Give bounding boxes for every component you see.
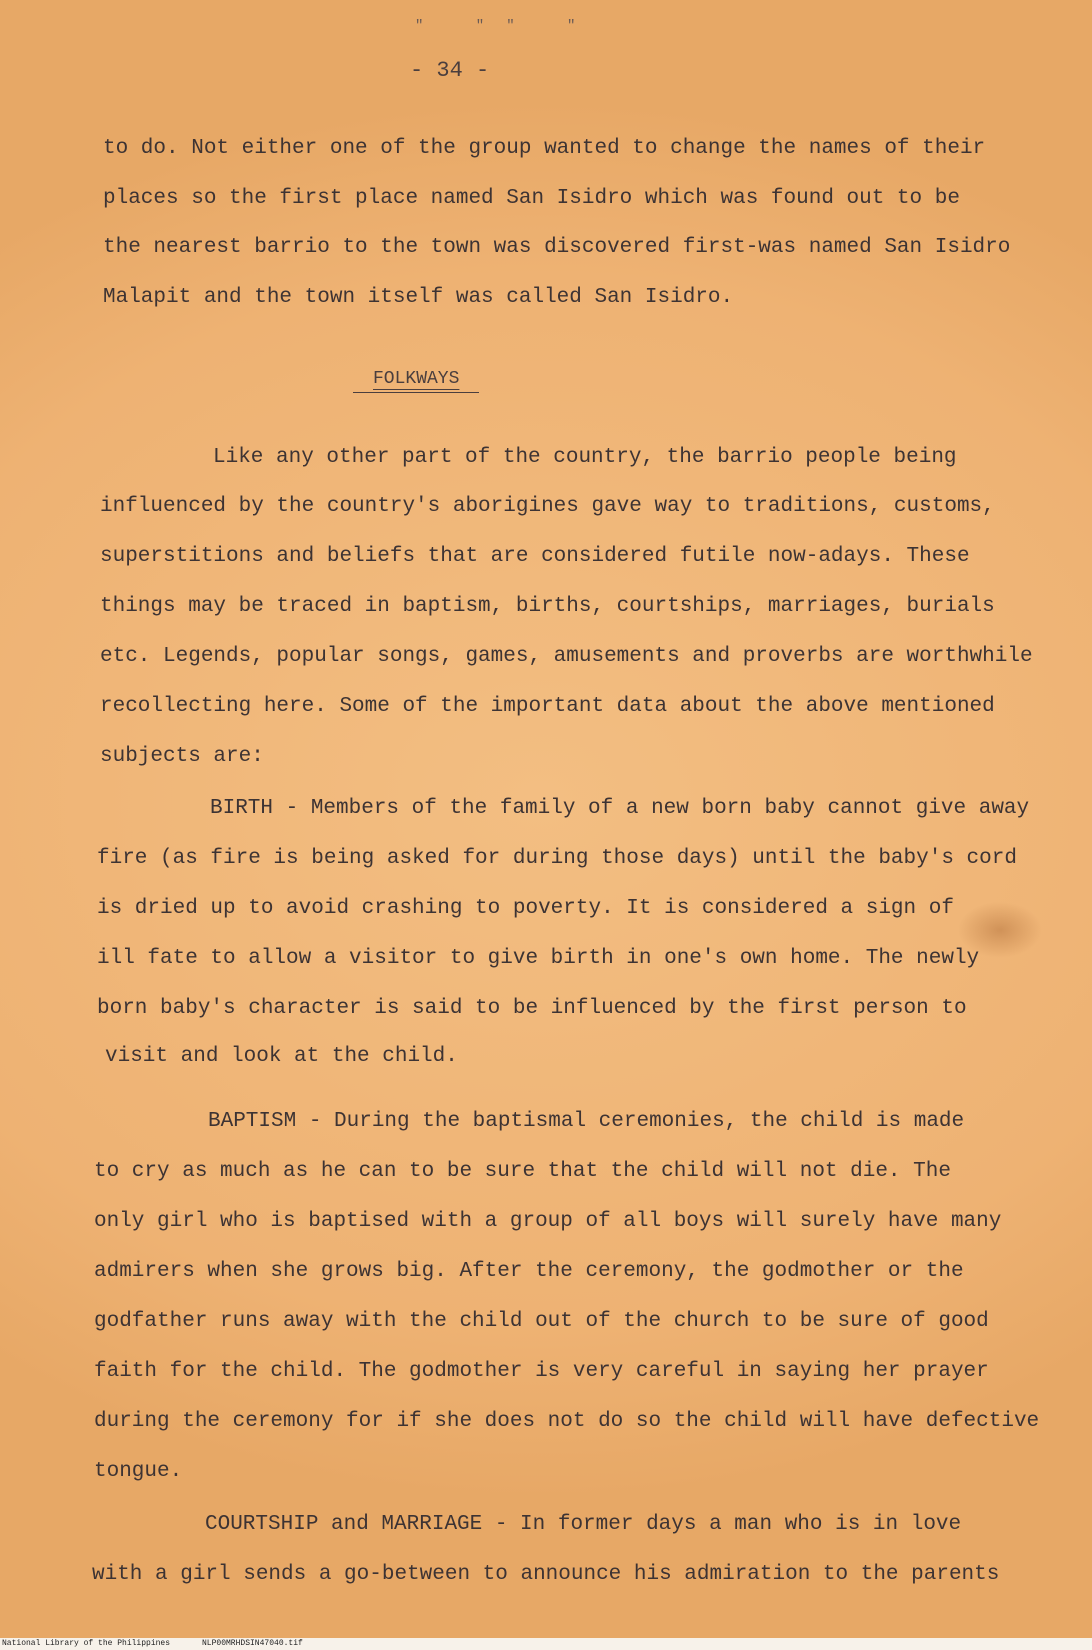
text-line: BIRTH - Members of the family of a new born baby cannot give away [210, 797, 1030, 820]
page-number: - 34 - [410, 58, 490, 83]
text-line: places so the first place named San Isidro which was found out to be [103, 187, 960, 210]
text-line: etc. Legends, popular songs, games, amusements and proverbs are worthwhile [100, 645, 1033, 668]
footer-library: National Library of the Philippines [2, 1639, 171, 1648]
text-line: is dried up to avoid crashing to poverty. It is considered a sign of [97, 897, 954, 920]
text-line: only girl who is baptised with a group of all boys will surely have many [94, 1210, 1002, 1233]
text-line: to do. Not either one of the group wanted to change the names of their [103, 137, 986, 160]
header-marks: " "" " [415, 18, 598, 34]
scan-footer [0, 1638, 1092, 1650]
text-line: during the ceremony for if she does not do so the child will have defective [94, 1410, 1040, 1433]
text-line: visit and look at the child. [105, 1045, 458, 1068]
text-line: Malapit and the town itself was called San Isidro. [103, 286, 734, 309]
text-line: to cry as much as he can to be sure that the child will not die. The [94, 1160, 951, 1183]
text-line: recollecting here. Some of the important data about the above mentioned [100, 695, 995, 718]
text-line: the nearest barrio to the town was discovered first-was named San Isidro [103, 236, 1011, 259]
text-line: superstitions and beliefs that are considered futile now-adays. These [100, 545, 970, 568]
text-line: Like any other part of the country, the barrio people being [213, 446, 957, 469]
text-line: things may be traced in baptism, births, courtships, marriages, burials [100, 595, 995, 618]
text-line: BAPTISM - During the baptismal ceremonies, the child is made [208, 1110, 965, 1133]
text-line: faith for the child. The godmother is very careful in saying her prayer [94, 1360, 989, 1383]
text-line: ill fate to allow a visitor to give birth in one's own home. The newly [97, 947, 980, 970]
section-heading: FOLKWAYS [353, 366, 479, 393]
text-line: born baby's character is said to be influenced by the first person to [97, 997, 967, 1020]
text-line: tongue. [94, 1460, 183, 1483]
text-line: subjects are: [100, 745, 264, 768]
footer-filename: NLP00MRHDSIN47040.tif [202, 1639, 303, 1648]
text-line: fire (as fire is being asked for during those days) until the baby's cord [97, 847, 1017, 870]
text-line: influenced by the country's aborigines gave way to traditions, customs, [100, 495, 995, 518]
text-line: godfather runs away with the child out of the church to be sure of good [94, 1310, 989, 1333]
text-line: COURTSHIP and MARRIAGE - In former days a man who is in love [205, 1513, 962, 1536]
text-line: admirers when she grows big. After the ceremony, the godmother or the [94, 1260, 964, 1283]
text-line: with a girl sends a go-between to announce his admiration to the parents [92, 1563, 1000, 1586]
